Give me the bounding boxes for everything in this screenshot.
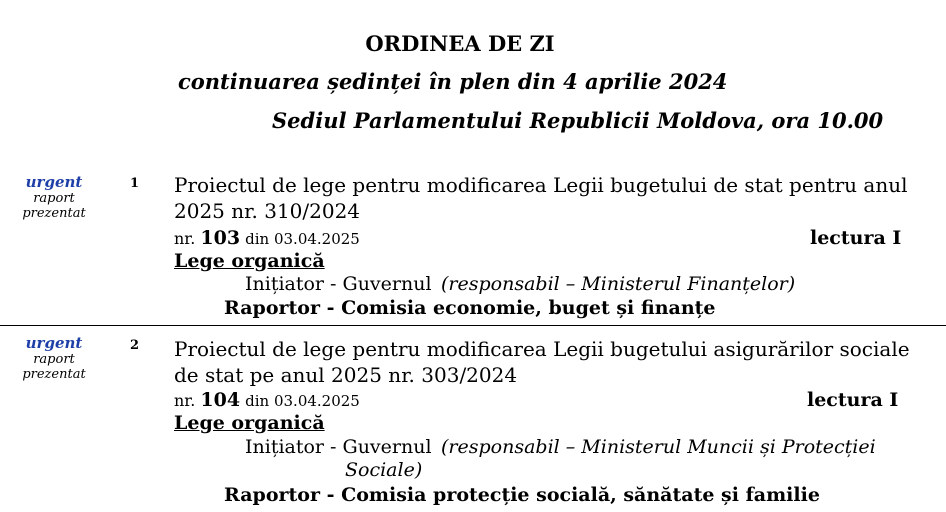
law-type: Lege organică bbox=[174, 412, 325, 434]
reading-label: lectura I bbox=[810, 227, 902, 249]
session-subtitle: continuarea ședinței în plen din 4 aprilie 2024 bbox=[178, 69, 728, 94]
item-title[interactable]: Proiectul de lege pentru modificarea Legii bugetului asigurărilor sociale de stat pe anul 2025 nr. 303/2024 bbox=[174, 337, 910, 387]
responsible-ministry-cont: Sociale) bbox=[345, 459, 423, 481]
prezentat-label: prezentat bbox=[22, 206, 86, 221]
agenda-item-2 bbox=[0, 325, 946, 506]
responsible-ministry: (responsabil – Ministerul Muncii și Protecției bbox=[441, 436, 876, 458]
raport-label: raport bbox=[33, 352, 75, 367]
page-title: ORDINEA DE ZI bbox=[365, 31, 555, 56]
nr-prefix: nr. bbox=[174, 391, 196, 410]
prezentat-label: prezentat bbox=[22, 367, 86, 382]
urgent-badge bbox=[14, 174, 94, 221]
item-number: 1 bbox=[130, 176, 140, 191]
rapporteur: Raportor - Comisia economie, buget și finanțe bbox=[224, 297, 716, 319]
reading-label: lectura I bbox=[807, 389, 899, 411]
registration-number bbox=[174, 389, 360, 411]
nr-prefix: nr. bbox=[174, 229, 196, 248]
registration-number bbox=[174, 227, 360, 249]
law-type: Lege organică bbox=[174, 250, 325, 272]
responsible-ministry: (responsabil – Ministerul Finanțelor) bbox=[441, 273, 796, 295]
nr-value: 103 bbox=[200, 227, 241, 249]
agenda-item-1 bbox=[0, 160, 946, 340]
raport-label: raport bbox=[33, 191, 75, 206]
nr-date: din 03.04.2025 bbox=[245, 392, 360, 410]
urgent-label: urgent bbox=[25, 173, 83, 191]
rapporteur: Raportor - Comisia protecție socială, sănătate și familie bbox=[224, 484, 820, 506]
nr-date: din 03.04.2025 bbox=[245, 230, 360, 248]
initiator: Inițiator - Guvernul bbox=[245, 273, 432, 295]
nr-value: 104 bbox=[200, 389, 241, 411]
initiator: Inițiator - Guvernul bbox=[245, 436, 432, 458]
item-title[interactable]: Proiectul de lege pentru modificarea Legii bugetului de stat pentru anul 2025 nr. 310/2024 bbox=[174, 173, 908, 223]
urgent-label: urgent bbox=[25, 334, 83, 352]
session-location: Sediul Parlamentului Republicii Moldova, ora 10.00 bbox=[272, 108, 884, 133]
urgent-badge bbox=[14, 335, 94, 382]
item-number: 2 bbox=[130, 338, 140, 353]
